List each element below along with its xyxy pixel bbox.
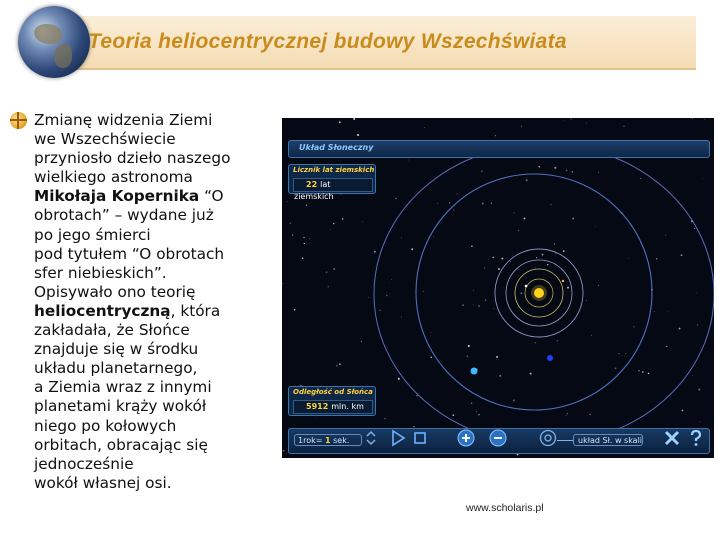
star (434, 237, 435, 238)
star (513, 399, 515, 401)
star (668, 311, 669, 312)
star (513, 212, 514, 213)
planet-earth (547, 355, 553, 361)
star (374, 251, 376, 253)
star (567, 287, 569, 289)
star (638, 370, 639, 371)
star (510, 261, 511, 262)
star (292, 234, 294, 236)
star (353, 118, 355, 120)
body-line: we Wszechświecie (34, 130, 176, 149)
star (694, 228, 695, 229)
star (452, 414, 454, 416)
star (336, 365, 338, 367)
star (642, 371, 644, 373)
star (409, 457, 410, 458)
star (598, 285, 599, 286)
star (626, 353, 627, 354)
star (454, 214, 455, 215)
star (282, 283, 283, 284)
star (333, 268, 335, 270)
control-bar (288, 428, 710, 454)
star (466, 355, 468, 357)
star (493, 257, 494, 258)
star (518, 230, 519, 231)
star (395, 198, 397, 200)
star (550, 204, 551, 205)
body-line: wokół własnej osi. (34, 473, 172, 492)
star (408, 160, 409, 161)
star (468, 345, 470, 347)
star (368, 297, 369, 298)
star (554, 243, 555, 244)
planet-outer (471, 368, 478, 375)
star (471, 402, 472, 403)
body-line: pod tytułem “O obrotach (34, 244, 225, 263)
zoom-out-icon[interactable] (489, 429, 507, 447)
star (362, 221, 363, 222)
star (595, 226, 596, 227)
star (692, 118, 693, 119)
body-line: układu planetarnego, (34, 359, 198, 378)
star (564, 120, 565, 121)
body-line: orbitach, obracając się (34, 435, 208, 454)
star (384, 418, 385, 419)
star (566, 170, 568, 172)
body-line: heliocentryczną, która (34, 301, 221, 320)
star (333, 223, 334, 224)
body-line: Mikołaja Kopernika “O (34, 187, 224, 206)
star (640, 178, 641, 179)
star (482, 203, 484, 205)
scale-connector (557, 440, 573, 441)
year-counter-box (288, 164, 376, 201)
scale-toggle[interactable]: układ Sł. w skali (573, 434, 643, 446)
star (481, 171, 482, 172)
star (586, 300, 587, 301)
star (411, 248, 413, 250)
star (430, 357, 432, 359)
star (315, 417, 316, 418)
year-counter-value: 22 lat ziemskich (293, 178, 373, 192)
star (623, 164, 624, 165)
star (484, 267, 485, 268)
star (328, 286, 329, 287)
bullet-icon (10, 112, 27, 129)
body-line: Zmianę widzenia Ziemi (34, 111, 213, 129)
star (535, 268, 536, 269)
star (478, 414, 480, 416)
star (619, 353, 620, 354)
body-line: niego po kołowych (34, 416, 177, 435)
body-line: obrotach” – wydane już (34, 206, 214, 225)
body-text (34, 111, 274, 493)
star (424, 127, 425, 128)
star (563, 250, 565, 252)
star (536, 257, 537, 258)
star (526, 179, 528, 181)
star (302, 257, 304, 259)
star (554, 167, 556, 169)
star (485, 299, 487, 301)
star (703, 178, 704, 179)
star (591, 335, 592, 336)
star (499, 375, 501, 377)
star (339, 121, 341, 123)
star (572, 218, 574, 220)
help-question-icon[interactable] (687, 429, 705, 447)
star (495, 135, 496, 136)
star (520, 292, 522, 294)
star (628, 258, 629, 259)
star (389, 282, 390, 283)
star (498, 268, 500, 270)
star (416, 395, 417, 396)
star (326, 271, 328, 273)
star (342, 218, 344, 220)
star (666, 346, 667, 347)
star (697, 325, 698, 326)
star (379, 310, 381, 312)
star (283, 450, 285, 452)
footer-url: www.scholaris.pl (466, 502, 544, 514)
star (682, 410, 684, 412)
distance-label: Odległość od Słońca (293, 388, 373, 396)
star (566, 415, 567, 416)
star (473, 290, 474, 291)
body-line: a Ziemia wraz z innymi (34, 378, 212, 397)
star (339, 363, 341, 365)
star (453, 209, 455, 211)
star (476, 411, 477, 412)
star (530, 373, 532, 375)
star (633, 326, 634, 327)
star (304, 243, 305, 244)
panel-title: Układ Słoneczny (299, 143, 374, 152)
zoom-in-icon[interactable] (457, 429, 475, 447)
star (698, 389, 700, 391)
solar-system-simulator (282, 118, 714, 458)
star (692, 375, 693, 376)
distance-box (288, 386, 376, 416)
star (437, 203, 438, 204)
star (623, 126, 624, 127)
distance-value: 5912 mln. km (293, 400, 373, 414)
star (491, 203, 492, 204)
star (290, 223, 292, 225)
star (357, 134, 359, 136)
globe-logo (18, 6, 90, 78)
star (547, 264, 548, 265)
star (535, 342, 536, 343)
star (524, 217, 526, 219)
star (294, 309, 296, 311)
star (538, 166, 540, 168)
star (572, 171, 574, 173)
star (598, 172, 599, 173)
close-x-icon[interactable] (663, 429, 681, 447)
star (361, 341, 362, 342)
body-line: zakładała, że Słońce (34, 321, 190, 340)
star (423, 291, 424, 292)
star (355, 130, 356, 131)
body-line: Opisywało ono teorię (34, 282, 196, 301)
star (665, 235, 666, 236)
star (517, 454, 519, 456)
star (488, 259, 489, 260)
star (521, 126, 522, 127)
star (471, 245, 472, 246)
star (571, 119, 572, 120)
star (303, 237, 304, 238)
star (478, 305, 480, 307)
star (586, 123, 587, 124)
body-line: jednocześnie (34, 454, 134, 473)
year-counter-label: Licznik lat ziemskich (293, 166, 375, 174)
star (696, 293, 697, 294)
body-line: znajduje się w środku (34, 340, 199, 359)
star (615, 368, 617, 370)
star (391, 279, 392, 280)
star (330, 229, 331, 230)
body-line: po jego śmierci (34, 225, 151, 244)
body-line: sfer niebieskich”. (34, 263, 167, 282)
body-line: przyniosło dzieło naszego (34, 149, 231, 168)
star (386, 295, 388, 297)
stop-icon[interactable] (411, 429, 429, 447)
star (287, 201, 288, 202)
center-view-icon[interactable] (539, 429, 557, 447)
slide-title: Teoria heliocentrycznej budowy Wszechświata (88, 30, 567, 53)
star (545, 248, 546, 249)
star (681, 254, 683, 256)
star (431, 332, 432, 333)
body-line: planetami krąży wokół (34, 397, 207, 416)
star (401, 237, 402, 238)
star (679, 328, 681, 330)
star (494, 308, 495, 309)
star (501, 258, 503, 260)
star (648, 373, 650, 375)
star (700, 421, 701, 422)
panel-title-bar (288, 140, 710, 158)
star (705, 119, 706, 120)
speed-stepper-icon[interactable] (365, 429, 377, 447)
star (654, 311, 655, 312)
speed-field[interactable]: 1rok= 1 sek. (294, 434, 362, 446)
star (449, 202, 450, 203)
play-icon[interactable] (389, 429, 407, 447)
star (496, 356, 498, 358)
star (542, 254, 544, 256)
star (306, 205, 307, 206)
star (590, 414, 591, 415)
body-line: wielkiego astronoma (34, 168, 193, 187)
star (462, 304, 464, 306)
star (567, 413, 568, 414)
star (557, 340, 558, 341)
star (401, 317, 402, 318)
star (473, 304, 474, 305)
star (456, 193, 457, 194)
star (309, 238, 310, 239)
star (656, 258, 657, 259)
star (398, 378, 400, 380)
